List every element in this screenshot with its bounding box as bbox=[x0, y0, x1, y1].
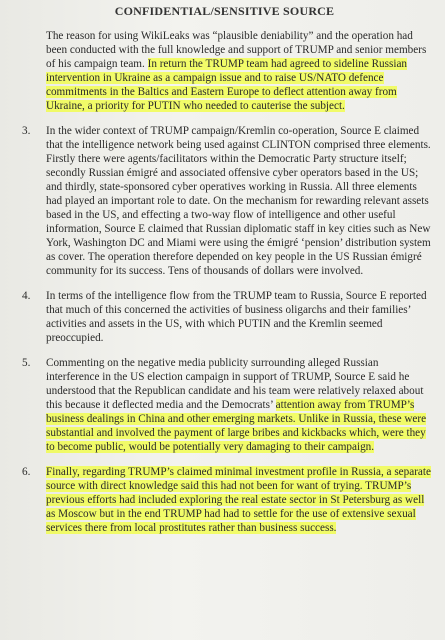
paragraph-number: 6. bbox=[22, 466, 31, 478]
paragraph-number: 5. bbox=[22, 357, 31, 369]
highlighted-text: Finally, regarding TRUMP’s claimed minimal investment profile in Russia, a separate source with direct knowledge said this had not been for want of trying. TRUMP’s previous efforts had included exploring the real estate sector in St Petersburg as well as Moscow but in the end TRUMP had had to settle for the use of extensive sexual services there from local prostitutes rather than business success. bbox=[46, 466, 431, 534]
paragraph-text: Commenting on the negative media publicity surrounding alleged Russian interference in the US election campaign in support of TRUMP, Source E said he understood that the Republican candidate and his team were relatively relaxed about this because it deflected media and the Democrats’ bbox=[46, 357, 424, 411]
paragraph-number: 3. bbox=[22, 125, 31, 137]
paragraph-text: The reason for using WikiLeaks was “plausible deniability” and the operation had been conducted with the full knowledge and support of TRUMP and senior members of his campaign team. bbox=[46, 30, 427, 70]
paragraph-text: In terms of the intelligence flow from the TRUMP team to Russia, Source E reported that much of this concerned the activities of business oligarchs and their families’ activities and assets in the US, with which PUTIN and the Kremlin seemed preoccupied. bbox=[46, 290, 427, 344]
paragraph-text: In the wider context of TRUMP campaign/Kremlin co-operation, Source E claimed that the intelligence network being used against CLINTON comprised three elements. Firstly there were agents/facilitators within the Democratic Party structure itself; secondly Russian émigré and associated offensive cyber operators based in the US; and thirdly, state-sponsored cyber operatives working in Russia. All three elements had played an important role to date. On the mechanism for rewarding relevant assets based in the US, and effecting a two-way flow of intelligence and other useful information, Source E claimed that Russian diplomatic staff in key cities such as New York, Washington DC and Miami were using the émigré ‘pension’ distribution system as cover. The operation therefore depended on key people in the US Russian émigré community for its success. Tens of thousands of dollars were involved. bbox=[46, 125, 431, 277]
paragraph-intro bbox=[18, 29, 431, 113]
highlighted-text: attention away from TRUMP’s business dealings in China and other emerging markets. Unlike in Russia, these were substantial and involved the payment of large bribes and kickbacks which, were they to become public, would be potentially very damaging to their campaign. bbox=[46, 399, 427, 453]
document-header: CONFIDENTIAL/SENSITIVE SOURCE bbox=[114, 4, 335, 18]
paragraph-3 bbox=[18, 124, 431, 278]
paragraph-number: 4. bbox=[22, 290, 31, 302]
paragraph-5 bbox=[18, 356, 431, 454]
paragraph-4 bbox=[18, 289, 431, 345]
highlighted-text: In return the TRUMP team had agreed to sideline Russian intervention in Ukraine as a campaign issue and to raise US/NATO defence commitments in the Baltics and Eastern Europe to deflect attention away from Ukraine, a priority for PUTIN who needed to cauterise the subject. bbox=[46, 58, 408, 112]
paragraph-6 bbox=[18, 465, 431, 535]
